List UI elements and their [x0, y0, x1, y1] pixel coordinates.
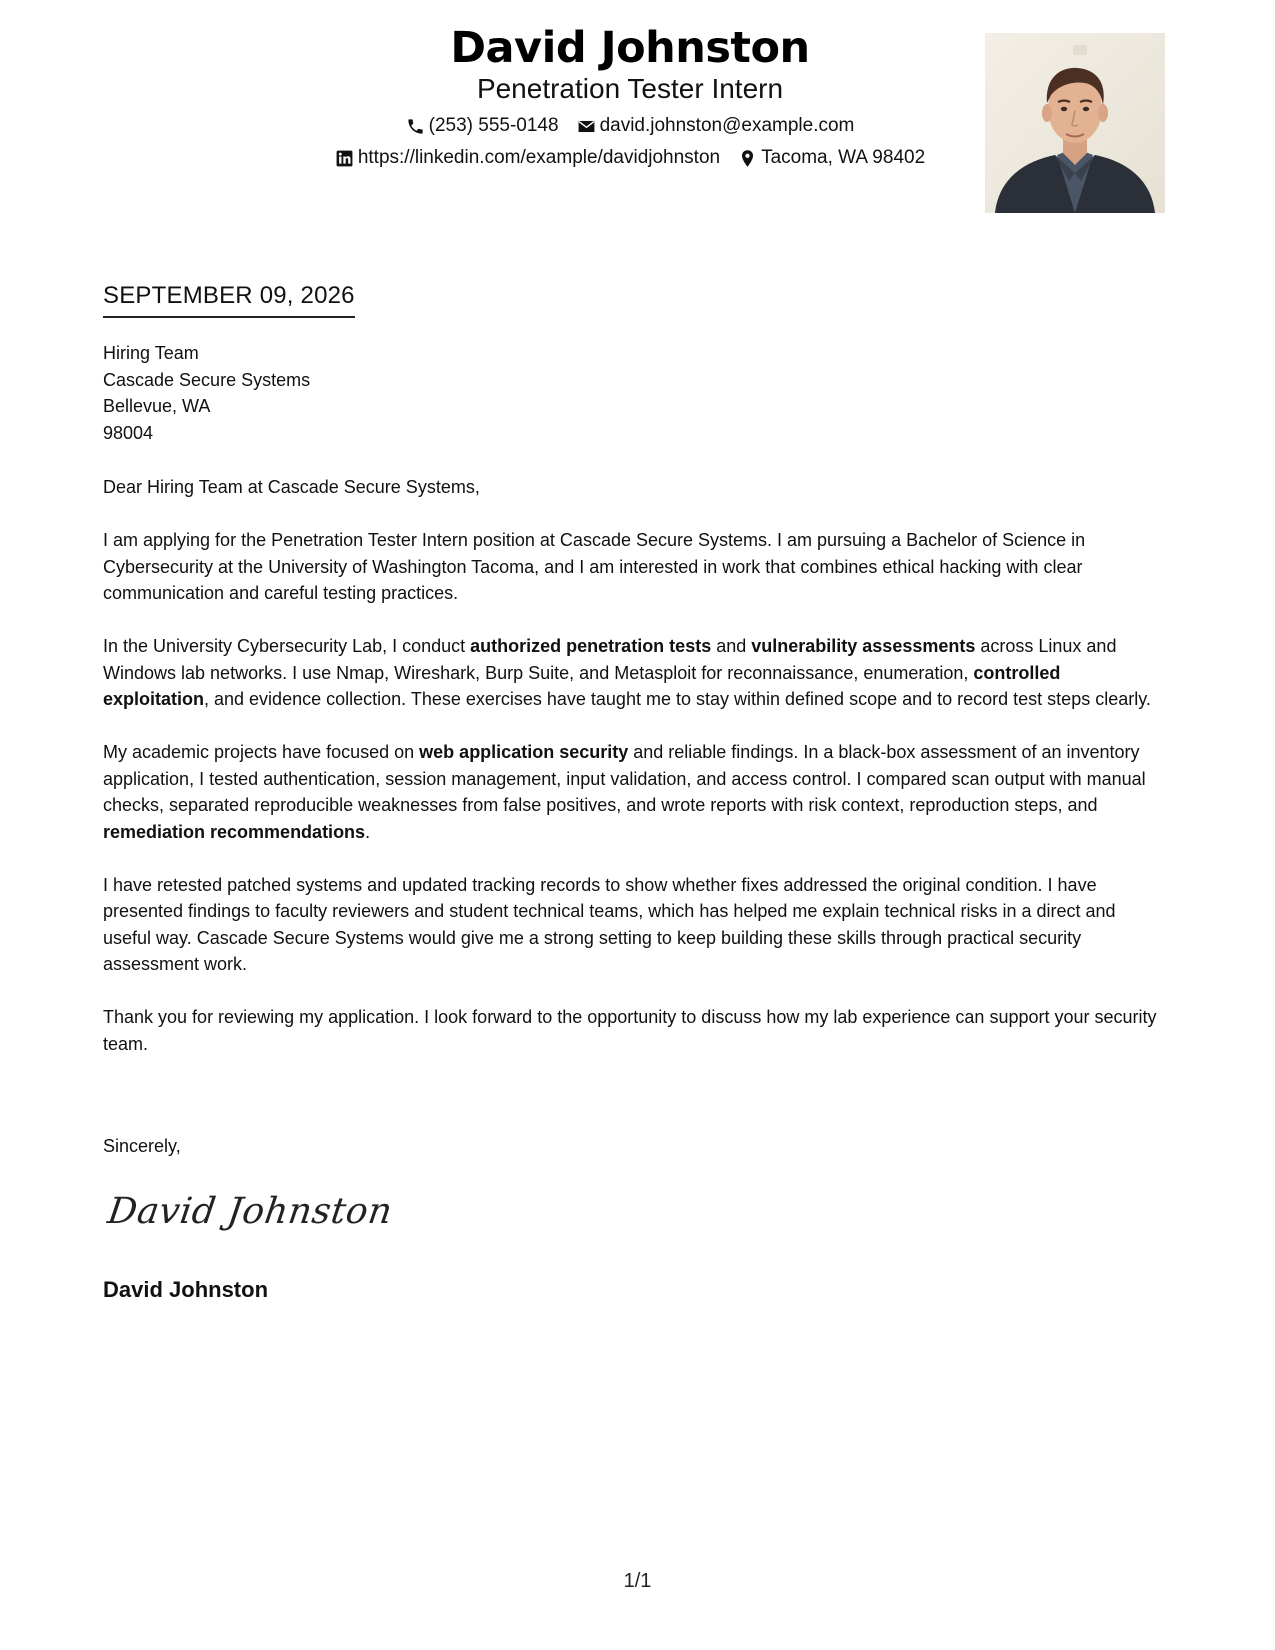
salutation: Dear Hiring Team at Cascade Secure Systems, [103, 477, 480, 497]
bold-run: authorized penetration tests [470, 636, 712, 656]
paragraph-3 [103, 739, 1168, 845]
applicant-title: Penetration Tester Intern [476, 73, 784, 104]
letter-date: SEPTEMBER 09, 2026 [103, 280, 355, 318]
bold-run: web application security [419, 742, 629, 762]
phone-icon [406, 117, 425, 136]
profile-photo [985, 33, 1165, 213]
contact-email[interactable] [577, 114, 855, 138]
bold-run: vulnerability assessments [751, 636, 976, 656]
recipient-company: Cascade Secure Systems [103, 369, 311, 390]
bold-run: controlled exploitation [103, 662, 1061, 709]
paragraph-1: I am applying for the Penetration Tester Intern position at Cascade Secure Systems. I am pursuing a Bachelor of Science in Cybersecurity at the University of Washington Tacoma, and I am interested in work that combines ethical hacking with clear communication and careful testing practices. [103, 530, 1086, 603]
applicant-name: David Johnston [450, 23, 810, 73]
envelope-icon [577, 117, 596, 136]
text-run: , and evidence collection. These exercises have taught me to stay within defined scope and to record test steps clearly. [204, 689, 1151, 709]
bold-run: remediation recommendations [103, 821, 366, 842]
map-pin-icon [738, 149, 757, 168]
text-run: My academic projects have focused on [103, 742, 420, 762]
contact-location [738, 146, 925, 170]
handwritten-signature: David Johnston [105, 1191, 395, 1232]
phone-number: (253) 555-0148 [428, 115, 559, 136]
location-text: Tacoma, WA 98402 [761, 147, 926, 168]
recipient-line: Hiring Team [103, 343, 199, 363]
contact-phone [406, 114, 559, 138]
recipient-zip: 98004 [103, 422, 154, 443]
page-number: 1/1 [623, 1570, 652, 1592]
recipient-city: Bellevue, WA [103, 396, 211, 416]
linkedin-icon [335, 149, 354, 168]
text-run: across Linux and Windows lab networks. I use Nmap, Wireshark, Burp Suite, and Metasploit for reconnaissance, enumeration, [103, 636, 1117, 683]
paragraph-4: I have retested patched systems and updated tracking records to show whether fixes addressed the original condition. I have presented findings to faculty reviewers and student technical teams, which has helped me explain technical risks in a direct and useful way. Cascade Secure Systems would give me a strong setting to keep building these skills through practical security assessment work. [103, 874, 1116, 974]
text-run: . [365, 821, 371, 842]
text-run: and [711, 636, 752, 656]
letter-body [103, 474, 1168, 1084]
text-run: In the University Cybersecurity Lab, I conduct [103, 636, 471, 656]
closing: Sincerely, [103, 1136, 181, 1156]
recipient-block [103, 340, 310, 446]
email-address[interactable]: david.johnston@example.com [599, 115, 855, 136]
linkedin-url[interactable]: https://linkedin.com/example/davidjohnston [357, 147, 721, 168]
signed-name: David Johnston [103, 1277, 269, 1302]
paragraph-2 [103, 633, 1168, 713]
paragraph-5: Thank you for reviewing my application. I look forward to the opportunity to discuss how my lab experience can support your security team. [103, 1007, 1157, 1054]
text-run: and reliable findings. In a black-box assessment of an inventory application, I tested authentication, session management, input validation, and access control. I compared scan output with manual checks, separated reproducible weaknesses from false positives, and wrote reports with risk context, reproduction steps, and [103, 742, 1146, 815]
contact-linkedin[interactable] [335, 146, 720, 170]
